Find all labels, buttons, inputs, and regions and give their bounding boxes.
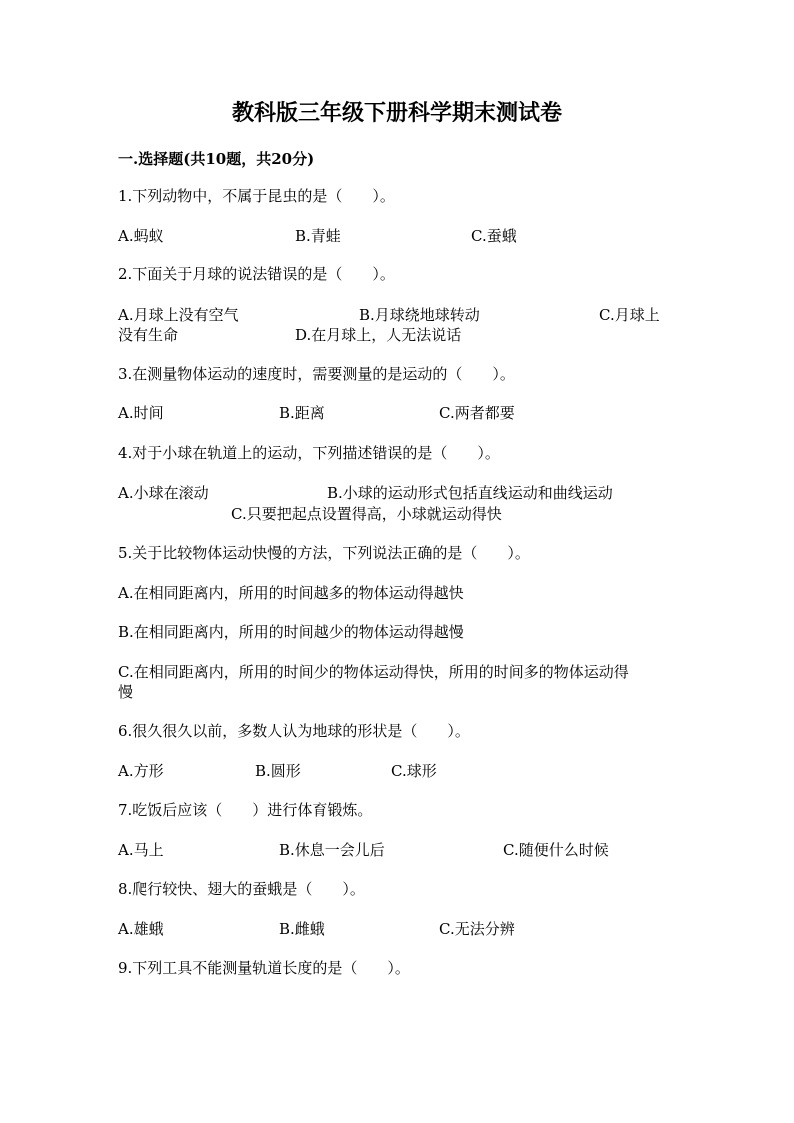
question-2-option-c: C.月球上	[599, 306, 660, 324]
question-8-option-a: A.雄蛾	[118, 920, 164, 938]
question-4-option-b: B.小球的运动形式包括直线运动和曲线运动	[327, 484, 613, 502]
question-2-stem: 2.下面关于月球的说法错误的是（ ）。	[118, 265, 395, 283]
question-6-stem: 6.很久很久以前，多数人认为地球的形状是（ ）。	[118, 722, 470, 740]
question-5-option-a: A.在相同距离内，所用的时间越多的物体运动得越快	[118, 584, 464, 602]
question-8-option-c: C.无法分辨	[439, 920, 515, 938]
question-8-option-b: B.雌蛾	[279, 920, 325, 938]
question-1-option-a: A.蚂蚁	[118, 227, 164, 245]
question-1-option-c: C.蚕蛾	[471, 227, 517, 245]
question-5-option-b: B.在相同距离内，所用的时间越少的物体运动得越慢	[118, 623, 464, 641]
question-2-option-b: B.月球绕地球转动	[359, 306, 480, 324]
question-6-option-b: B.圆形	[255, 762, 301, 780]
page-title: 教科版三年级下册科学期末测试卷	[231, 100, 562, 126]
question-9-stem: 9.下列工具不能测量轨道长度的是（ ）。	[118, 959, 410, 977]
question-4-option-c: C.只要把起点设置得高，小球就运动得快	[231, 505, 502, 523]
question-6-option-c: C.球形	[391, 762, 437, 780]
question-7-stem: 7.吃饭后应该（ ）进行体育锻炼。	[118, 801, 373, 819]
question-3-option-c: C.两者都要	[439, 404, 515, 422]
question-3-option-a: A.时间	[118, 404, 164, 422]
question-8-stem: 8.爬行较快、翅大的蚕蛾是（ ）。	[118, 880, 365, 898]
question-1-option-b: B.青蛙	[295, 227, 341, 245]
question-2-option-c-continued: 没有生命	[118, 326, 179, 344]
question-7-option-c: C.随便什么时候	[503, 841, 609, 859]
question-5-option-c: C.在相同距离内，所用的时间少的物体运动得快，所用的时间多的物体运动得	[118, 663, 629, 681]
question-6-option-a: A.方形	[118, 762, 164, 780]
section-heading: 一.选择题(共10题，共20分)	[118, 150, 315, 168]
question-5-option-c-continued: 慢	[118, 683, 134, 701]
question-3-option-b: B.距离	[279, 404, 325, 422]
question-4-option-a: A.小球在滚动	[118, 484, 209, 502]
question-7-option-a: A.马上	[118, 841, 164, 859]
question-5-stem: 5.关于比较物体运动快慢的方法，下列说法正确的是（ ）。	[118, 544, 530, 562]
question-7-option-b: B.休息一会儿后	[279, 841, 385, 859]
question-2-option-a: A.月球上没有空气	[118, 306, 239, 324]
question-1-stem: 1.下列动物中，不属于昆虫的是（ ）。	[118, 187, 395, 205]
question-2-option-d: D.在月球上，人无法说话	[295, 326, 462, 344]
question-3-stem: 3.在测量物体运动的速度时，需要测量的是运动的（ ）。	[118, 365, 515, 383]
question-4-stem: 4.对于小球在轨道上的运动，下列描述错误的是（ ）。	[118, 444, 500, 462]
